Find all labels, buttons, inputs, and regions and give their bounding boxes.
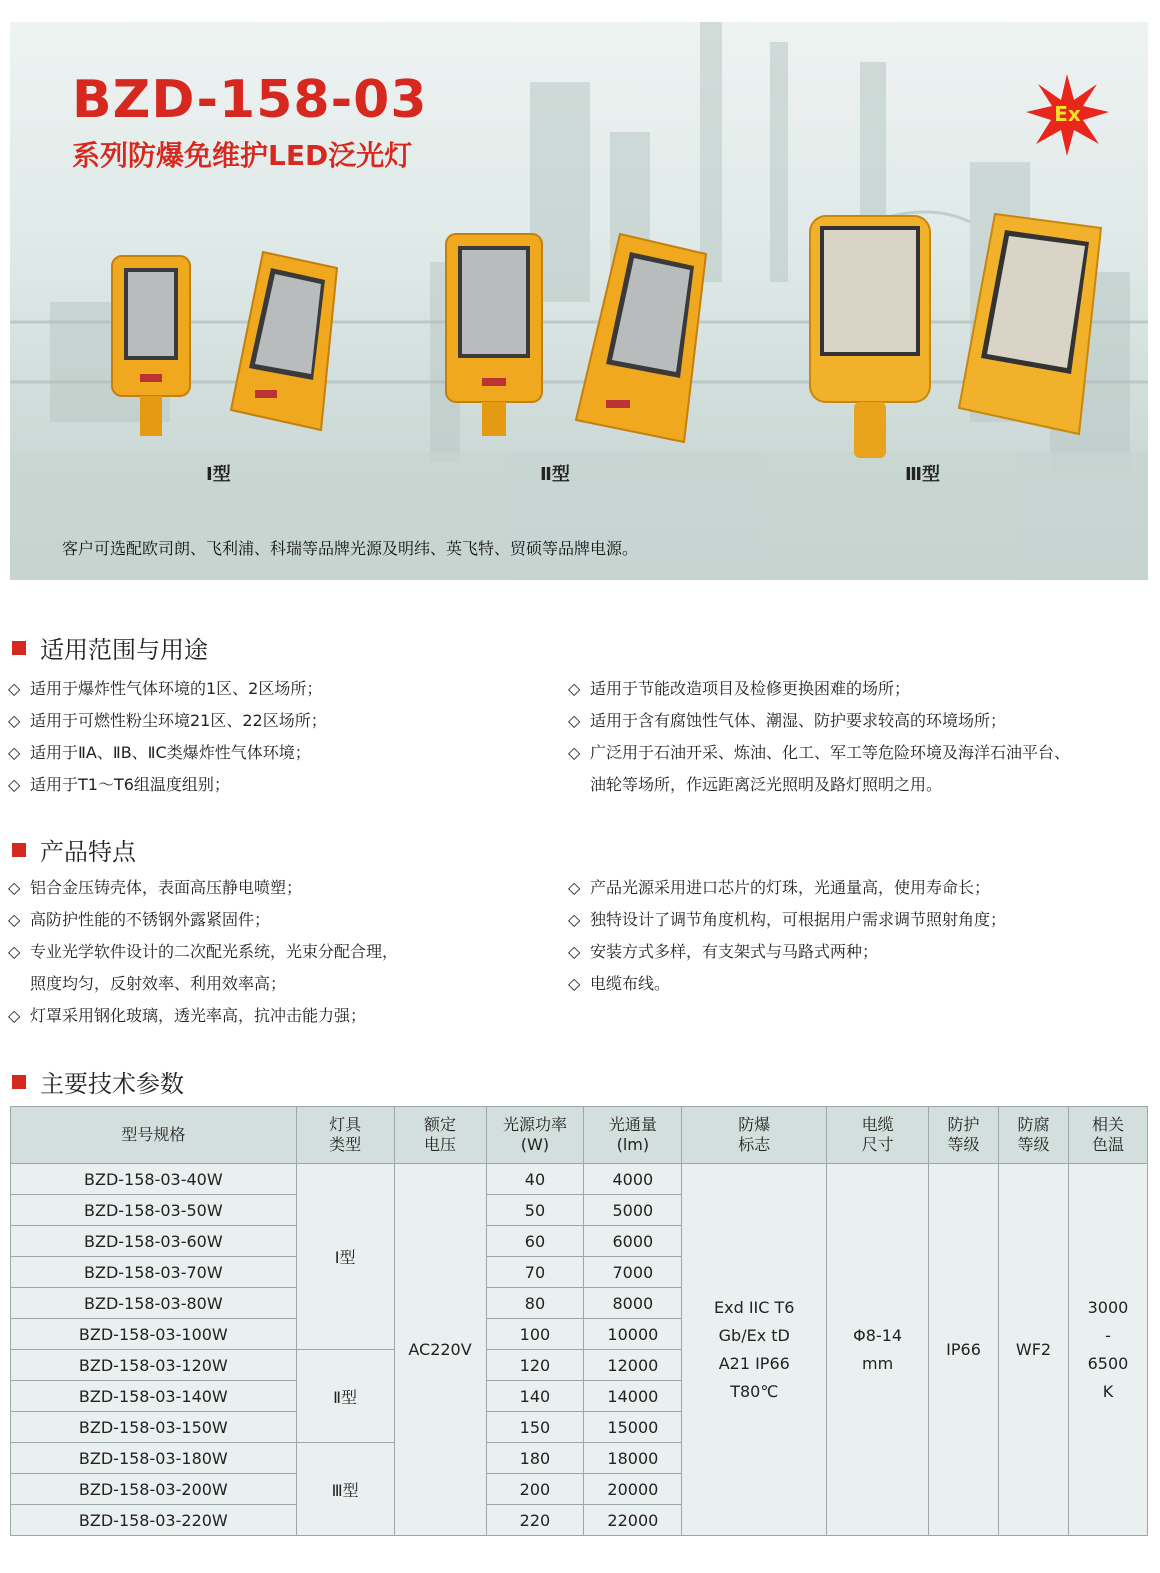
list-item: ◇ 专业光学软件设计的二次配光系统，光束分配合理， [8, 936, 398, 968]
power-cell: 60 [486, 1226, 584, 1257]
type-1-label: Ⅰ型 [206, 464, 231, 485]
type-1-lamp-angled-image [225, 250, 340, 440]
model-cell: BZD-158-03-200W [11, 1474, 297, 1505]
flux-cell: 10000 [584, 1319, 682, 1350]
scope-heading-text: 适用范围与用途 [40, 636, 208, 664]
power-cell: 120 [486, 1350, 584, 1381]
model-cell: BZD-158-03-100W [11, 1319, 297, 1350]
power-cell: 150 [486, 1412, 584, 1443]
flux-cell: 5000 [584, 1195, 682, 1226]
model-cell: BZD-158-03-120W [11, 1350, 297, 1381]
diamond-bullet-icon: ◇ [568, 878, 581, 897]
model-cell: BZD-158-03-60W [11, 1226, 297, 1257]
model-cell: BZD-158-03-220W [11, 1505, 297, 1536]
diamond-bullet-icon: ◇ [8, 910, 21, 929]
diamond-bullet-icon: ◇ [568, 743, 581, 762]
diamond-bullet-icon: ◇ [568, 974, 581, 993]
col-header-cable: 电缆 尺寸 [827, 1107, 929, 1164]
power-cell: 220 [486, 1505, 584, 1536]
flux-cell: 22000 [584, 1505, 682, 1536]
flux-cell: 4000 [584, 1164, 682, 1195]
spec-table [10, 1106, 1148, 1536]
features-list-left [8, 872, 398, 1032]
list-item: ◇ 高防护性能的不锈钢外露紧固件； [8, 904, 398, 936]
diamond-bullet-icon: ◇ [8, 942, 21, 961]
diamond-bullet-icon: ◇ [568, 942, 581, 961]
model-cell: BZD-158-03-50W [11, 1195, 297, 1226]
section-marker-icon [12, 641, 26, 655]
params-heading [12, 1064, 184, 1099]
diamond-bullet-icon: ◇ [8, 743, 21, 762]
ex-certification-badge [1025, 72, 1110, 157]
table-row [11, 1164, 1148, 1195]
list-item: ◇ 铝合金压铸壳体，表面高压静电喷塑； [8, 872, 398, 904]
power-cell: 180 [486, 1443, 584, 1474]
power-cell: 40 [486, 1164, 584, 1195]
features-list-right [568, 872, 1006, 1000]
product-banner [10, 22, 1148, 580]
model-cell: BZD-158-03-40W [11, 1164, 297, 1195]
flux-cell: 14000 [584, 1381, 682, 1412]
model-cell: BZD-158-03-150W [11, 1412, 297, 1443]
ex-mark-cell: Exd IIC T6 Gb/Ex tD A21 IP66 T80℃ [682, 1164, 827, 1536]
ex-badge-text: Ex [1054, 102, 1081, 126]
model-cell: BZD-158-03-140W [11, 1381, 297, 1412]
col-header-lamp-type: 灯具 类型 [296, 1107, 394, 1164]
diamond-bullet-icon: ◇ [568, 711, 581, 730]
anticorrosion-cell: WF2 [999, 1164, 1069, 1536]
diamond-bullet-icon: ◇ [8, 878, 21, 897]
flux-cell: 7000 [584, 1257, 682, 1288]
scope-list-left [8, 673, 327, 801]
type-3-label: Ⅲ型 [905, 464, 941, 485]
features-heading-text: 产品特点 [40, 838, 136, 866]
type-cell: Ⅰ型 [296, 1164, 394, 1350]
params-heading-text: 主要技术参数 [40, 1070, 184, 1098]
model-cell: BZD-158-03-180W [11, 1443, 297, 1474]
cct-cell: 3000 - 6500 K [1068, 1164, 1147, 1536]
type-2-lamp-front-image [444, 232, 544, 437]
section-marker-icon [12, 1075, 26, 1089]
type-1-lamp-front-image [110, 254, 192, 439]
power-cell: 80 [486, 1288, 584, 1319]
diamond-bullet-icon: ◇ [8, 679, 21, 698]
power-cell: 200 [486, 1474, 584, 1505]
type-2-lamp-angled-image [570, 232, 710, 447]
flux-cell: 15000 [584, 1412, 682, 1443]
list-item: ◇ 产品光源采用进口芯片的灯珠，光通量高，使用寿命长； [568, 872, 1006, 904]
col-header-anticorrosion: 防腐 等级 [999, 1107, 1069, 1164]
cable-cell: Φ8-14 mm [827, 1164, 929, 1536]
power-cell: 50 [486, 1195, 584, 1226]
table-header-row [11, 1107, 1148, 1164]
banner-note: 客户可选配欧司朗、飞利浦、科瑞等品牌光源及明纬、英飞特、贸硕等品牌电源。 [62, 539, 639, 558]
col-header-ex-mark: 防爆 标志 [682, 1107, 827, 1164]
flux-cell: 20000 [584, 1474, 682, 1505]
list-item-continuation: 照度均匀，反射效率、利用效率高； [30, 974, 287, 993]
list-item: ◇ 适用于含有腐蚀性气体、潮湿、防护要求较高的环境场所； [568, 705, 1070, 737]
model-cell: BZD-158-03-70W [11, 1257, 297, 1288]
product-title: BZD-158-03 [72, 70, 428, 130]
flux-cell: 12000 [584, 1350, 682, 1381]
col-header-power: 光源功率 (W) [486, 1107, 584, 1164]
list-item: ◇ 适用于节能改造项目及检修更换困难的场所； [568, 673, 1070, 705]
flux-cell: 18000 [584, 1443, 682, 1474]
diamond-bullet-icon: ◇ [568, 910, 581, 929]
list-item: ◇ 电缆布线。 [568, 968, 1006, 1000]
scope-heading [12, 630, 208, 665]
list-item: ◇ 适用于可燃性粉尘环境21区、22区场所； [8, 705, 327, 737]
voltage-cell: AC220V [394, 1164, 486, 1536]
section-marker-icon [12, 843, 26, 857]
col-header-voltage: 额定 电压 [394, 1107, 486, 1164]
col-header-flux: 光通量 (lm) [584, 1107, 682, 1164]
type-3-lamp-front-image [808, 214, 933, 464]
features-heading [12, 832, 136, 867]
list-item: ◇ 适用于ⅡA、ⅡB、ⅡC类爆炸性气体环境； [8, 737, 327, 769]
list-item: ◇ 适用于T1～T6组温度组别； [8, 769, 327, 801]
power-cell: 140 [486, 1381, 584, 1412]
product-subtitle: 系列防爆免维护LED泛光灯 [72, 139, 413, 172]
flux-cell: 8000 [584, 1288, 682, 1319]
diamond-bullet-icon: ◇ [8, 711, 21, 730]
ip-cell: IP66 [929, 1164, 999, 1536]
col-header-model: 型号规格 [11, 1107, 297, 1164]
diamond-bullet-icon: ◇ [568, 679, 581, 698]
col-header-cct: 相关 色温 [1068, 1107, 1147, 1164]
list-item-continuation: 油轮等场所，作远距离泛光照明及路灯照明之用。 [590, 775, 943, 794]
model-cell: BZD-158-03-80W [11, 1288, 297, 1319]
diamond-bullet-icon: ◇ [8, 1006, 21, 1025]
list-item: ◇ 灯罩采用钢化玻璃，透光率高，抗冲击能力强； [8, 1000, 398, 1032]
type-cell: Ⅲ型 [296, 1443, 394, 1536]
list-item: ◇ 适用于爆炸性气体环境的1区、2区场所； [8, 673, 327, 705]
scope-list-right [568, 673, 1070, 801]
diamond-bullet-icon: ◇ [8, 775, 21, 794]
list-item: ◇ 广泛用于石油开采、炼油、化工、军工等危险环境及海洋石油平台、 [568, 737, 1070, 769]
power-cell: 70 [486, 1257, 584, 1288]
list-item: ◇ 安装方式多样，有支架式与马路式两种； [568, 936, 1006, 968]
type-3-lamp-angled-image [955, 212, 1105, 442]
type-2-label: Ⅱ型 [540, 464, 570, 485]
list-item: ◇ 独特设计了调节角度机构，可根据用户需求调节照射角度； [568, 904, 1006, 936]
col-header-ip: 防护 等级 [929, 1107, 999, 1164]
flux-cell: 6000 [584, 1226, 682, 1257]
type-cell: Ⅱ型 [296, 1350, 394, 1443]
power-cell: 100 [486, 1319, 584, 1350]
